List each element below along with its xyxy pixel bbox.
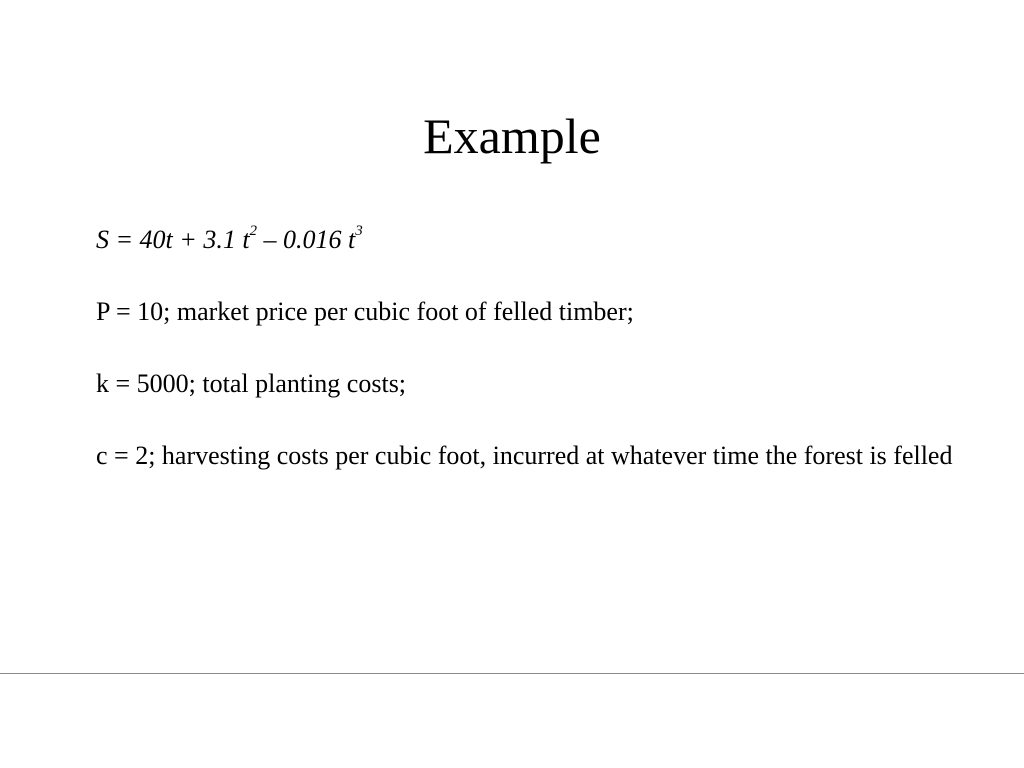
formula-part-1: S = 40t + 3.1 t bbox=[96, 225, 250, 254]
formula-part-2: – 0.016 t bbox=[257, 225, 356, 254]
formula-exponent-2: 3 bbox=[355, 223, 363, 240]
formula-exponent-1: 2 bbox=[249, 223, 258, 240]
footer-divider bbox=[0, 673, 1024, 674]
slide-title: Example bbox=[423, 108, 601, 164]
slide-body bbox=[96, 222, 956, 510]
growth-formula bbox=[96, 222, 956, 258]
planting-cost-line: k = 5000; total planting costs; bbox=[96, 369, 407, 398]
harvesting-cost-line: c = 2; harvesting costs per cubic foot, incurred at whatever time the forest is felled bbox=[96, 441, 953, 470]
price-line: P = 10; market price per cubic foot of felled timber; bbox=[96, 297, 634, 326]
